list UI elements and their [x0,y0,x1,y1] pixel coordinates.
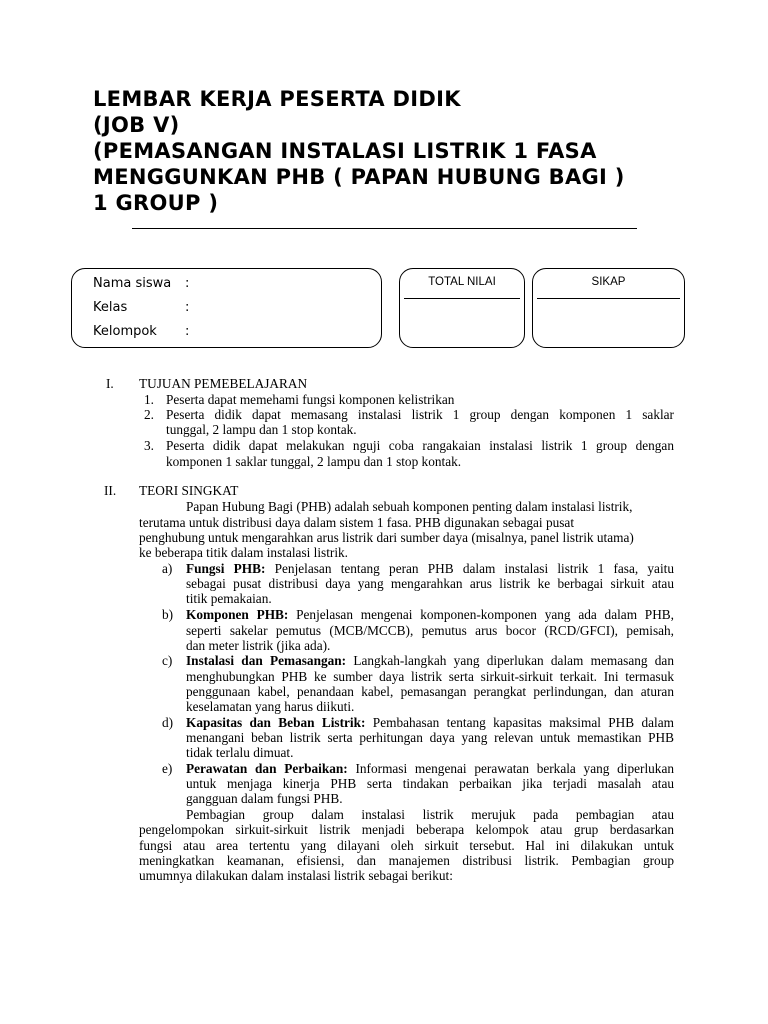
class-colon: : [185,300,190,315]
list-item [186,715,674,731]
class-label: Kelas [93,300,128,315]
list-number: 3. [144,438,154,453]
section-heading: TEORI SINGKAT [139,483,239,498]
title-line: (PEMASANGAN INSTALASI LISTRIK 1 FASA [93,139,597,163]
closing-line: Pembagian group dalam instalasi listrik merujuk pada pembagian atau [186,807,674,822]
title-line: (JOB V) [93,113,180,137]
item-term: Perawatan dan Perbaikan: [186,761,348,776]
closing-line: meningkatkan keamanan, efisiensi, dan manajemen distribusi listrik. Pembagian group [139,853,674,868]
closing-line: umumnya dilakukan dalam instalasi listrik sebagai berikut: [139,868,453,883]
document-title [93,86,713,216]
section-number: I. [106,376,114,391]
list-item-cont: gangguan dalam fungsi PHB. [186,791,343,806]
intro-line: terutama untuk distribusi daya dalam sistem 1 fasa. PHB digunakan sebagai pusat [139,515,575,530]
list-item-cont: untuk menjaga kinerja PHB serta tindakan perbaikan jika terjadi masalah atau [186,776,674,791]
name-field[interactable] [93,276,189,291]
list-item-cont: komponen 1 saklar tunggal, 2 lampu dan 1 stop kontak. [166,454,462,469]
list-item-cont: seperti sakelar pemutus (MCB/MCCB), pemutus arus bocor (RCD/GFCI), pemisah, [186,623,674,638]
list-number: 1. [144,392,154,407]
group-colon: : [185,324,190,339]
list-item-cont: dan meter listrik (jika ada). [186,638,331,653]
list-item-cont: penggunaan kabel, penandaan kabel, pemasangan perangkat perlindungan, dan aturan [186,684,674,699]
list-item [186,653,674,669]
total-score-label: TOTAL NILAI [428,276,496,288]
list-item: Peserta didik dapat melakukan nguji coba rangakaian instalasi listrik 1 group dengan [166,438,674,453]
intro-line: ke beberapa titik dalam instalasi listrik. [139,545,348,560]
class-field[interactable] [93,300,189,315]
list-item-cont: menghubungkan PHB ke sumber daya listrik serta sirkuit-sirkuit terkait. Ini termasuk [186,669,674,684]
name-label: Nama siswa [93,276,172,291]
list-item-cont: titik pemakaian. [186,591,272,606]
intro-line: penghubung untuk mengarahkan arus listrik dari sumber daya (misalnya, panel listrik utama) [139,530,634,545]
title-divider [132,228,637,229]
list-number: 2. [144,407,154,422]
list-item-cont: sebagai pusat distribusi daya yang mengarahkan arus listrik ke berbagai sirkuit atau [186,576,674,591]
closing-line: fungsi atau area tertentu yang dilayani oleh sirkuit tersebut. Hal ini dilakukan untuk [139,838,674,853]
closing-line: pengelompokan sirkuit-sirkuit listrik menjadi beberapa kelompok atau grup berdasarkan [139,822,674,837]
list-letter: e) [162,761,173,776]
section-number: II. [104,483,117,498]
attitude-score-divider [537,298,680,299]
title-line: LEMBAR KERJA PESERTA DIDIK [93,87,461,111]
item-term: Komponen PHB: [186,607,289,622]
list-item-cont: menangani beban listrik serta perhitungan daya yang relevan untuk memastikan PHB [186,730,674,745]
list-item: Peserta dapat memehami fungsi komponen kelistrikan [166,392,455,407]
group-field[interactable] [93,324,189,339]
attitude-score-box[interactable] [532,268,685,348]
intro-line: Papan Hubung Bagi (PHB) adalah sebuah komponen penting dalam instalasi listrik, [186,499,633,514]
section-heading: TUJUAN PEMEBELAJARAN [139,376,308,391]
list-item-cont: keselamatan yang harus diikuti. [186,699,355,714]
item-text: Penjelasan mengenai komponen-komponen yang ada dalam PHB, [288,607,674,622]
student-identity-box [71,268,382,348]
title-line: MENGGUNKAN PHB ( PAPAN HUBUNG BAGI ) [93,165,625,189]
item-text: Penjelasan tentang peran PHB dalam instalasi listrik 1 fasa, yaitu [265,561,674,576]
list-item: Peserta didik dapat memasang instalasi listrik 1 group dengan komponen 1 saklar [166,407,674,422]
list-item-cont: tidak terlalu dimuat. [186,745,294,760]
list-letter: a) [162,561,173,576]
item-text: Pembahasan tentang kapasitas maksimal PHB dalam [365,715,674,730]
item-text: Langkah-langkah yang diperlukan dalam memasang dan [346,653,674,668]
group-label: Kelompok [93,324,157,339]
list-letter: b) [162,607,174,622]
title-line: 1 GROUP ) [93,191,219,215]
list-item [186,761,674,777]
attitude-score-label: SIKAP [591,276,626,288]
list-item [186,561,674,577]
item-term: Fungsi PHB: [186,561,266,576]
list-item-cont: tunggal, 2 lampu dan 1 stop kontak. [166,422,357,437]
name-colon: : [185,276,190,291]
item-term: Kapasitas dan Beban Listrik: [186,715,366,730]
total-score-divider [404,298,520,299]
list-item [186,607,674,623]
item-term: Instalasi dan Pemasangan: [186,653,347,668]
list-letter: c) [162,653,173,668]
list-letter: d) [162,715,174,730]
total-score-box[interactable] [399,268,525,348]
item-text: Informasi mengenai perawatan berkala yang diperlukan [347,761,675,776]
